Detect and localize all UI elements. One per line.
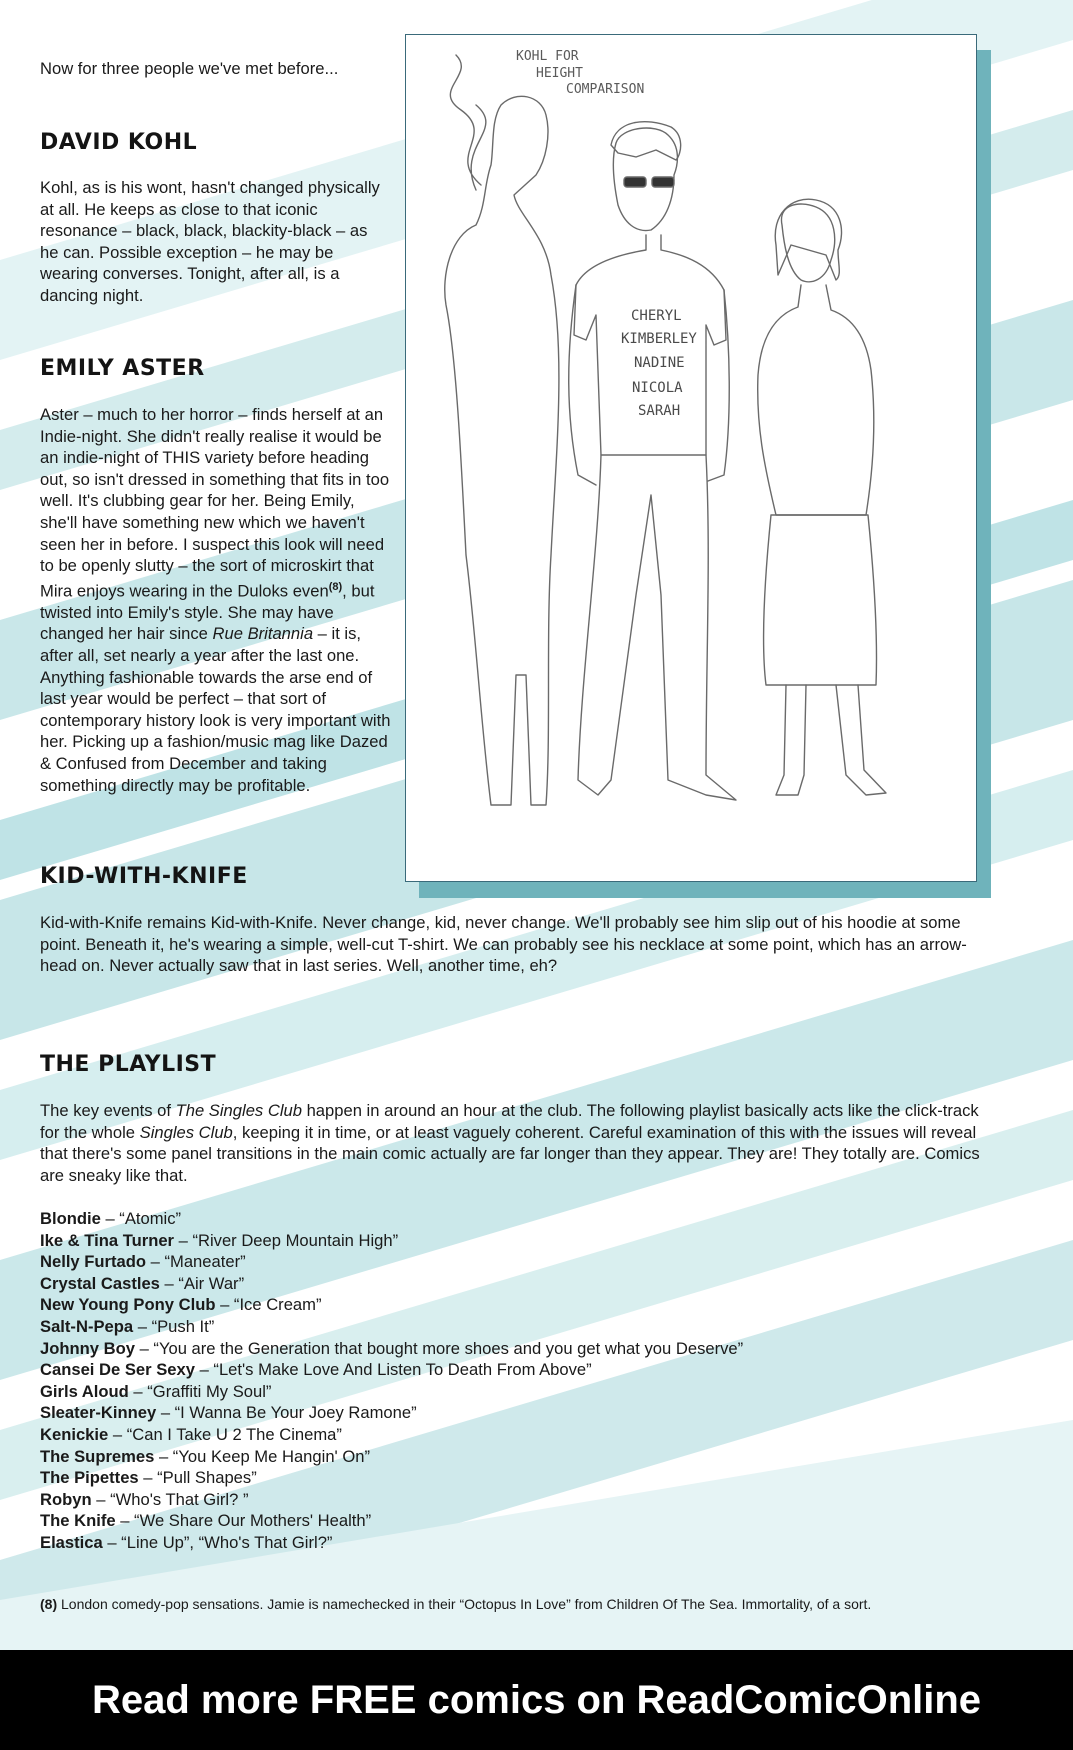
track-item (40, 1251, 1000, 1273)
smoke-swirl (450, 55, 486, 190)
playlist-intro-part1: The key events of (40, 1101, 176, 1120)
track-artist: Johnny Boy (40, 1338, 135, 1358)
track-artist: Elastica (40, 1532, 103, 1552)
footnote-text: London comedy-pop sensations. Jamie is namechecked in their “Octopus In Love” from Children Of The Sea. Immortality, of a sort. (57, 1596, 872, 1612)
sketch-note-line1: KOHL FOR (516, 49, 579, 64)
track-song: – “We Share Our Mothers' Health” (115, 1511, 372, 1531)
track-artist: The Knife (40, 1511, 116, 1531)
aster-heading: EMILY ASTER (40, 356, 205, 381)
track-song: – “Ice Cream” (215, 1295, 322, 1315)
track-artist: The Supremes (40, 1446, 155, 1466)
track-artist: Robyn (40, 1489, 92, 1509)
boy-legs (578, 455, 736, 800)
track-song: – “You are the Generation that bought more shoes and you get what you Deserve” (134, 1338, 744, 1358)
track-item (40, 1467, 1000, 1489)
track-artist: Nelly Furtado (40, 1252, 147, 1272)
track-item (40, 1208, 1000, 1230)
track-artist: Crystal Castles (40, 1273, 160, 1293)
kid-body: Kid-with-Knife remains Kid-with-Knife. Never change, kid, never change. We'll probably see him slip out of his hoodie at some point. Beneath it, he's wearing a simple, well-cut T-shirt. We can probably see his necklace at some point, which has an arrow-head on. Never actually saw that in last series. Well, another time, eh? (40, 913, 967, 976)
track-artist: Blondie (40, 1209, 101, 1228)
footnote (40, 1595, 1040, 1613)
playlist-intro-part2: happen in around an hour at the club. The following playlist basically acts like the click-track for the whole (40, 1101, 979, 1142)
aster-body-italic: Rue Britannia (212, 624, 314, 644)
track-song: – “Graffiti My Soul” (128, 1381, 272, 1401)
aster-footnote-marker: (8) (328, 580, 343, 593)
sketch-note-line2: HEIGHT (536, 66, 583, 81)
track-artist: Cansei De Ser Sexy (40, 1360, 195, 1380)
track-item (40, 1338, 1000, 1360)
track-item (40, 1424, 1000, 1446)
sketch-drawing (406, 35, 976, 881)
girl-hair (775, 199, 841, 280)
track-artist: Sleater-Kinney (40, 1403, 157, 1423)
aster-body-part3: – it is, after all, set nearly a year after the last one. Anything fashionable towards the arse end of last year would be perfect – that sort of contemporary history look is very important with her. Picking up a fashion/music mag like Dazed & Confused from December and taking something directly may be profitable. (40, 624, 391, 795)
track-artist: New Young Pony Club (40, 1295, 216, 1315)
girl-skirt (764, 515, 877, 685)
kohl-body: Kohl, as is his wont, hasn't changed physically at all. He keeps as close to that iconic resonance – black, black, blackity-black – as he can. Possible exception – he may be wearing converses. Tonight, after all, is a dancing night. (40, 178, 380, 305)
promo-banner[interactable]: Read more FREE comics on ReadComicOnline (0, 1650, 1073, 1750)
playlist-intro (40, 1100, 1000, 1186)
kohl-silhouette (445, 96, 559, 805)
playlist-intro-part3: , keeping it in time, or at least vaguely coherent. Careful examination of this with the issues will reveal that there's some panel transitions in the main comic actually are far longer than they appear. They are! They totally are. Comics are sneaky like that. (40, 1122, 980, 1185)
playlist-tracks (40, 1208, 1000, 1554)
track-song: – “River Deep Mountain High” (174, 1230, 399, 1250)
intro-text: Now for three people we've met before... (40, 59, 339, 78)
footnote-marker: (8) (40, 1596, 58, 1612)
track-item (40, 1446, 1000, 1468)
track-song: – “Push It” (133, 1316, 215, 1336)
shirt-name-1: CHERYL (631, 308, 682, 324)
track-item (40, 1316, 1000, 1338)
kohl-heading: DAVID KOHL (40, 130, 198, 155)
track-song: – “Line Up”, “Who's That Girl?” (102, 1532, 333, 1552)
track-artist: Kenickie (40, 1424, 109, 1444)
sketch-note-line3: COMPARISON (566, 82, 645, 97)
track-artist: Ike & Tina Turner (40, 1230, 175, 1250)
track-item (40, 1532, 1000, 1554)
aster-body-part2: , but twisted into Emily's style. She may have changed her hair since (40, 581, 375, 644)
track-item (40, 1510, 1000, 1532)
kid-heading: KID-WITH-KNIFE (40, 864, 248, 889)
girl-legs (776, 685, 886, 795)
girl-torso (758, 285, 874, 515)
shirt-name-3: NADINE (634, 355, 685, 371)
shirt-name-4: NICOLA (632, 380, 683, 396)
track-song: – “I Wanna Be Your Joey Ramone” (156, 1403, 417, 1423)
girl-head (781, 204, 834, 282)
aster-body (40, 404, 392, 796)
track-song: – “Who's That Girl? ” (91, 1489, 249, 1509)
track-item (40, 1402, 1000, 1424)
track-item (40, 1230, 1000, 1252)
track-item (40, 1489, 1000, 1511)
track-item (40, 1381, 1000, 1403)
track-song: – “Atomic” (100, 1209, 182, 1228)
track-song: – “Let's Make Love And Listen To Death From Above” (194, 1360, 592, 1380)
track-song: – “Can I Take U 2 The Cinema” (108, 1424, 342, 1444)
track-song: – “Maneater” (146, 1252, 246, 1272)
playlist-heading: THE PLAYLIST (40, 1052, 217, 1077)
track-item (40, 1294, 1000, 1316)
track-artist: Salt-N-Pepa (40, 1316, 134, 1336)
boy-sunglasses (624, 177, 646, 187)
track-item (40, 1273, 1000, 1295)
track-item (40, 1359, 1000, 1381)
track-artist: Girls Aloud (40, 1381, 129, 1401)
character-sketch (405, 34, 977, 882)
shirt-name-5: SARAH (638, 403, 681, 419)
track-song: – “Air War” (159, 1273, 245, 1293)
shirt-name-2: KIMBERLEY (621, 331, 697, 347)
aster-body-part1: Aster – much to her horror – finds herself at an Indie-night. She didn't really realise it would be an indie-night of THIS variety before heading out, so isn't dressed in something that fits in too well. It's clubbing gear for her. Being Emily, she'll have something new which we haven't seen her in before. I suspect this look will need to be openly slutty – the sort of microskirt that Mira enjoys wearing in the Duloks even (40, 405, 390, 601)
track-artist: The Pipettes (40, 1468, 139, 1488)
track-song: – “You Keep Me Hangin' On” (154, 1446, 370, 1466)
playlist-intro-italic1: The Singles Club (175, 1101, 302, 1120)
track-song: – “Pull Shapes” (138, 1468, 257, 1488)
playlist-intro-italic2: Singles Club (139, 1122, 233, 1142)
